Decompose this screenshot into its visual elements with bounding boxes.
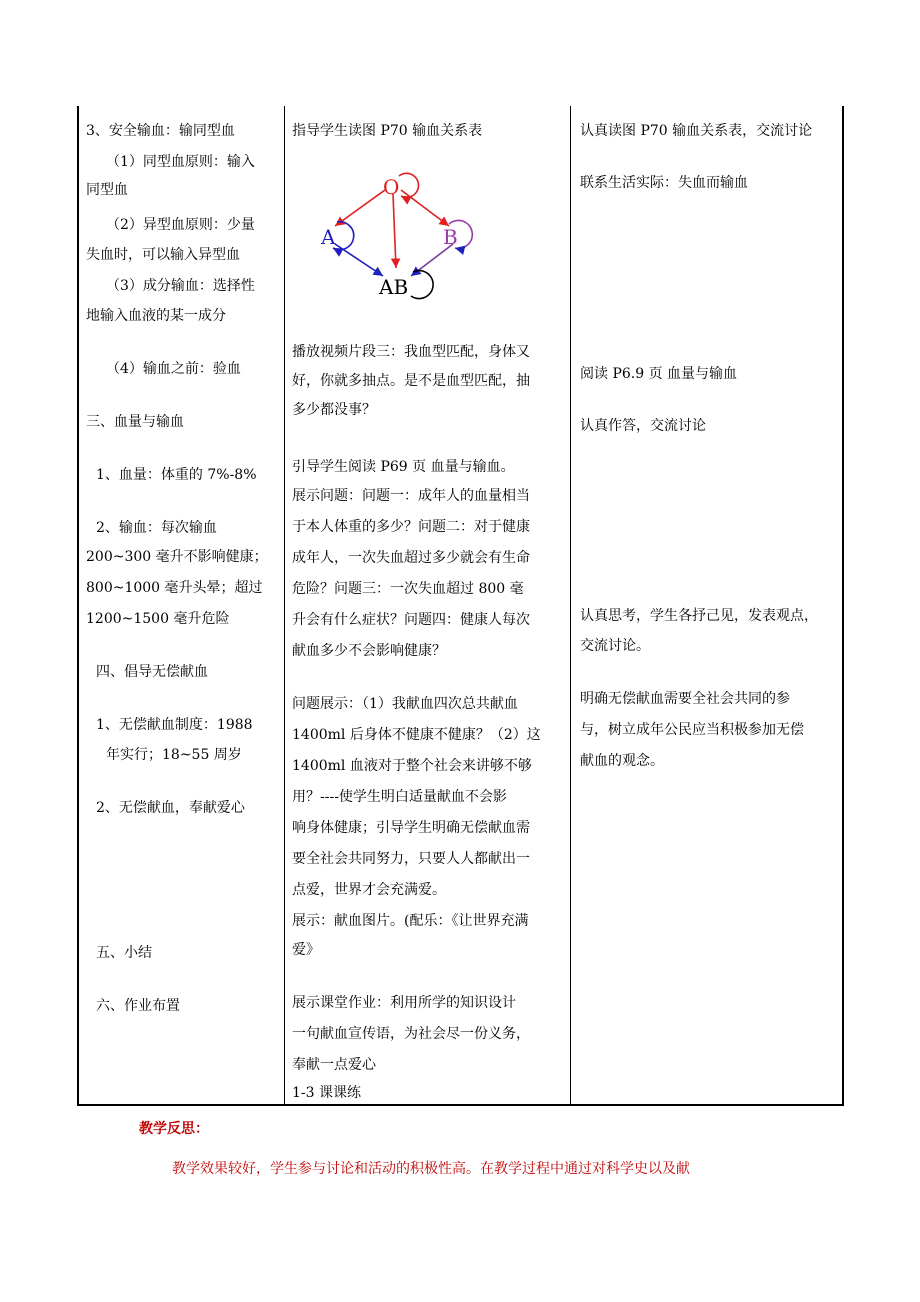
col2-line: 一句献血宣传语，为社会尽一份义务，: [292, 1026, 530, 1042]
col1-line: 1200~1500 毫升危险: [86, 611, 230, 627]
col3-line: 认真思考，学生各抒己见，发表观点，: [580, 608, 818, 624]
col3-line: 阅读 P6.9 页 血量与输血: [580, 366, 738, 382]
node-a: A: [321, 225, 336, 249]
col2-line: 引导学生阅读 P69 页 血量与输血。: [292, 459, 515, 475]
col2-line: 于本人体重的多少？问题二：对于健康: [292, 519, 530, 535]
col2-line: 播放视频片段三：我血型匹配，身体又: [292, 344, 530, 360]
col3-line: 认真读图 P70 输血关系表，交流讨论: [580, 123, 813, 139]
col1-line: 200~300 毫升不影响健康；: [86, 549, 268, 565]
col1-line: 1、无偿献血制度：1988: [96, 717, 253, 733]
reflection-body: 教学效果较好，学生参与讨论和活动的积极性高。在教学过程中通过对科学史以及献: [172, 1161, 690, 1177]
col3-line: 认真作答，交流讨论: [580, 418, 706, 434]
col2-line: 多少都没事？: [292, 402, 376, 418]
col1-line: 800~1000 毫升头晕；超过: [86, 580, 263, 596]
node-ab: AB: [379, 275, 409, 299]
o-to-a-arrow: [335, 190, 385, 226]
blood-transfusion-diagram: [313, 164, 493, 304]
col1-line: （3）成分输血：选择性: [106, 278, 255, 294]
col3-line: 交流讨论。: [580, 638, 650, 654]
o-to-ab-arrow: [393, 194, 396, 268]
col1-line: （2）异型血原则：少量: [106, 217, 255, 233]
col1-line: 1、血量：体重的 7%-8%: [96, 467, 257, 483]
col1-line: 地输入血液的某一成分: [86, 308, 226, 324]
col3-line: 献血的观念。: [580, 753, 664, 769]
col2-line: 1400ml 后身体不健康不健康？（2）这: [292, 727, 541, 743]
col3-line: 联系生活实际：失血而输血: [580, 175, 748, 191]
col2-line: 展示：献血图片。(配乐：《让世界充满: [292, 913, 529, 929]
col2-line: 爱》: [292, 942, 320, 958]
col1-line: 3、安全输血：输同型血: [86, 123, 235, 139]
col3-line: 明确无偿献血需要全社会共同的参: [580, 691, 790, 707]
section-heading: 四、倡导无偿献血: [96, 664, 208, 680]
col2-line: 用？----使学生明白适量献血不会影: [292, 789, 507, 805]
col2-line: 要全社会共同努力，只要人人都献出一: [292, 851, 530, 867]
col2-line: 献血多少不会影响健康？: [292, 643, 446, 659]
col2-line: 1-3 课课练: [292, 1085, 361, 1101]
col1-line: 同型血: [86, 182, 128, 198]
col1-line: 年实行；18~55 周岁: [106, 747, 242, 763]
col1-line: 2、输血：每次输血: [96, 520, 217, 536]
col2-line: 升会有什么症状？问题四：健康人每次: [292, 612, 530, 628]
col2-line: 指导学生读图 P70 输血关系表: [292, 123, 483, 139]
column-divider: [570, 106, 571, 1104]
col2-line: 成年人，一次失血超过多少就会有生命: [292, 550, 530, 566]
node-b: B: [443, 225, 458, 249]
node-o: O: [383, 175, 400, 199]
ab-self-loop: [411, 271, 433, 299]
col1-line: （1）同型血原则：输入: [106, 154, 255, 170]
section-heading: 六、作业布置: [96, 998, 180, 1014]
col1-line: （4）输血之前：验血: [106, 361, 241, 377]
col2-line: 1400ml 血液对于整个社会来讲够不够: [292, 758, 532, 774]
col2-line: 奉献一点爱心: [292, 1057, 376, 1073]
col2-line: 展示问题：问题一：成年人的血量相当: [292, 488, 530, 504]
col1-line: 失血时，可以输入异型血: [86, 247, 240, 263]
col3-line: 与，树立成年公民应当积极参加无偿: [580, 722, 804, 738]
col2-line: 问题展示：（1）我献血四次总共献血: [292, 696, 518, 712]
column-divider: [284, 106, 285, 1104]
col2-line: 点爱，世界才会充满爱。: [292, 882, 446, 898]
section-heading: 三、血量与输血: [86, 414, 184, 430]
o-to-b-arrow: [401, 190, 449, 226]
col2-line: 响身体健康；引导学生明确无偿献血需: [292, 820, 530, 836]
col2-line: 展示课堂作业：利用所学的知识设计: [292, 995, 516, 1011]
col2-line: 好，你就多抽点。是不是血型匹配，抽: [292, 373, 530, 389]
reflection-title: 教学反思：: [139, 1121, 209, 1137]
col2-line: 危险？问题三：一次失血超过 800 毫: [292, 581, 524, 597]
section-heading: 五、小结: [96, 945, 152, 961]
o-self-loop: [399, 173, 419, 197]
col1-line: 2、无偿献血，奉献爱心: [96, 800, 245, 816]
